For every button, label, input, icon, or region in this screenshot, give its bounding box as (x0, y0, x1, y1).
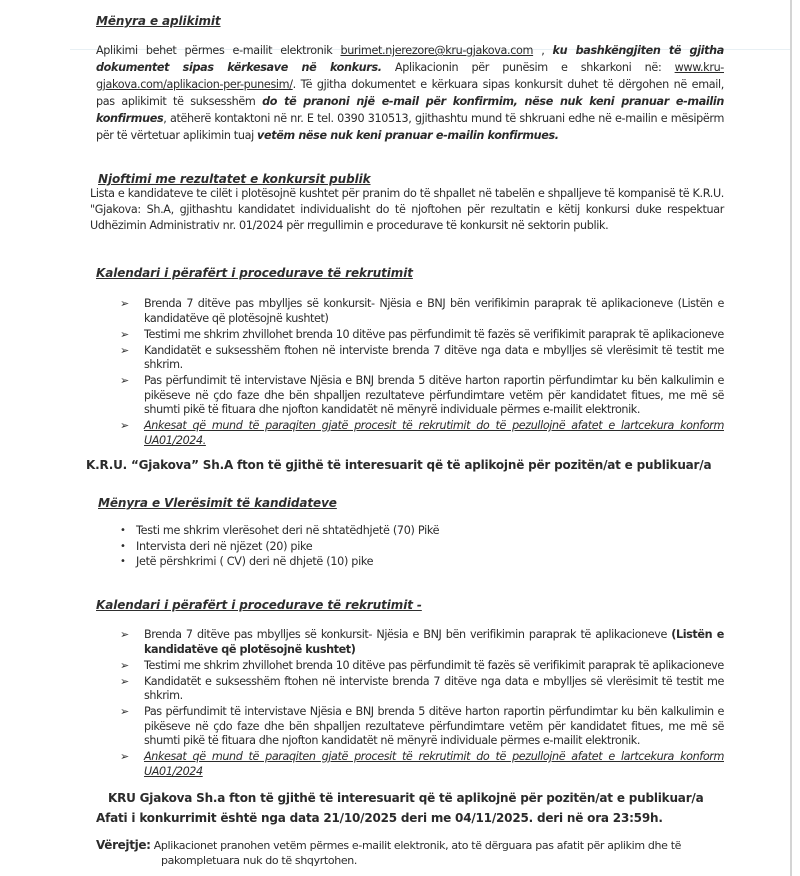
list-item (98, 539, 726, 555)
application-paragraph (96, 42, 724, 144)
arrow-bullet-icon: ➢ (120, 750, 129, 763)
application-heading: Mënyra e aplikimit (96, 14, 221, 28)
calendar-list-2 (96, 628, 724, 779)
invite-text-2: KRU Gjakova Sh.a fton të gjithë të interesuarit që të aplikojnë për pozitën/at e publikuar/a (108, 791, 704, 805)
item-text: Testimi me shkrim zhvillohet brenda 10 ditëve pas përfundimit të fazës së verifikimit paraprak të aplikacioneve (144, 327, 724, 341)
text: . Të gjitha dokumentet e kërkuara sipas konkursit duhet të dërgohen në email, pas aplikimit të suksesshëm (96, 78, 724, 108)
arrow-bullet-icon: ➢ (120, 419, 129, 432)
evaluation-section (98, 496, 726, 570)
item-text: Testimi me shkrim zhvillohet brenda 10 ditëve pas përfundimit të fazës së verifikimit paraprak të aplikacioneve (144, 658, 724, 672)
arrow-bullet-icon: ➢ (120, 327, 129, 341)
results-section (90, 172, 724, 234)
list-item (120, 297, 724, 326)
list-item (120, 705, 724, 749)
list-item (120, 328, 724, 343)
results-heading: Njoftimi me rezultatet e konkursit publik (98, 172, 371, 186)
note-label: Vërejtje: (96, 838, 151, 852)
list-item (120, 419, 724, 448)
list-item (120, 750, 724, 779)
calendar-section-2 (96, 598, 724, 805)
item-text: Jetë përshkrimi ( CV) deri në dhjetë (10) pike (136, 555, 374, 568)
list-item (120, 659, 724, 674)
arrow-bullet-icon: ➢ (120, 674, 129, 688)
bold-text: vetëm nëse nuk keni pranuar e-mailin konfirmues. (257, 129, 559, 142)
list-item (120, 675, 724, 704)
item-text: Brenda 7 ditëve pas mbylljes së konkursit- Njësia e BNJ bën verifikimin paraprak të aplikacioneve (144, 628, 672, 641)
arrow-bullet-icon: ➢ (120, 374, 129, 387)
arrow-bullet-icon: ➢ (120, 628, 129, 641)
item-text: Intervista deri në njëzet (20) pike (136, 539, 313, 553)
calendar-section-1 (86, 266, 724, 472)
calendar-heading-1: Kalendari i përafërt i procedurave të rekrutimit (96, 266, 413, 280)
text: Aplikacionin për punësim e shkarkoni në: (381, 61, 675, 74)
note-text: Aplikacionet pranohen vetëm përmes e-mailit elektronik, ato të dërguara pas afatit për aplikim dhe të (150, 839, 682, 852)
evaluation-heading: Mënyra e Vlerësimit të kandidateve (98, 496, 337, 510)
results-paragraph: Lista e kandidateve te cilët i plotësojnë kushtet për pranim do të shpallet në tabelën e shpalljeve të kompanisë të K.R.U. "Gjakova: Sh.A, gjithashtu kandidatet individualisht do të njoftohen për rezultatin e këtij konkursi duke respektuar Udhëzimin Administrativ nr. 01/2024 për rregullimin e procedurave të konkursit në sektorin publik. (90, 187, 724, 232)
text: Aplikimi behet përmes e-mailit elektronik (96, 44, 341, 57)
item-text: Testi me shkrim vlerësohet deri në shtatëdhjetë (70) Pikë (136, 524, 440, 537)
item-text: Pas përfundimit të intervistave Njësia e BNJ brenda 5 ditëve harton raportin përfundimtar ku bën kalkulimin e pikëseve në çdo faze dhe bën shpalljen rezultateve përfundimtare vetëm për kandidatet fitues, me më së shumti pikë të fituara dhe njofton kandidatët në mënyrë individuale përmes e-mailit elektronik. (144, 374, 724, 416)
list-item (98, 523, 726, 539)
calendar-list-1 (96, 297, 724, 448)
item-text: Kandidatët e suksesshëm ftohen në interviste brenda 7 ditëve nga data e mbylljes së vlerësimit të testit me shkrim. (144, 343, 724, 371)
deadline-section (96, 811, 724, 825)
note-section (96, 838, 724, 868)
list-item (98, 554, 726, 570)
text: , (533, 44, 553, 57)
dot-bullet-icon: • (120, 525, 126, 536)
email-link[interactable]: burimet.njerezore@kru-gjakova.com (340, 44, 534, 57)
list-item (120, 628, 724, 657)
application-form-link[interactable]: www.kru-gjakova.com/aplikacion-per-punesim/ (96, 61, 724, 91)
item-text: Ankesat që mund të paraqiten gjatë procesit të rekrutimit do të pezullojnë afatet e lartcekura konform UA01/2024. (144, 419, 724, 447)
evaluation-list (98, 523, 726, 570)
invite-text-1: K.R.U. “Gjakova” Sh.A fton të gjithë të interesuarit që të aplikojnë për pozitën/at e publikuar/a (86, 458, 712, 472)
list-item (120, 344, 724, 373)
list-item (120, 374, 724, 418)
arrow-bullet-icon: ➢ (120, 705, 129, 718)
bold-text: ku bashkëngjiten të gjitha dokumentet sipas kërkesave në konkurs. (96, 44, 724, 74)
bold-text: do të pranoni një e-mail për konfirmim, nëse nuk keni pranuar e-mailin konfirmues (96, 95, 724, 125)
note-line-1 (96, 838, 724, 853)
page-edge (790, 0, 792, 876)
item-text: Brenda 7 ditëve pas mbylljes së konkursit- Njësia e BNJ bën verifikimin paraprak të aplikacioneve (Listën e kandidatëve që plotësojnë kushtet) (144, 297, 724, 325)
dot-bullet-icon: • (120, 556, 126, 567)
item-text: Pas përfundimit të intervistave Njësia e BNJ brenda 5 ditëve harton raportin përfundimtar ku bën kalkulimin e pikëseve në çdo faze dhe bën shpalljen rezultateve përfundimtare vetëm për kandidatet fitues, me më së shumti pikë të fituara dhe njofton kandidatët në mënyrë individuale përmes e-mailit elektronik. (144, 705, 724, 747)
arrow-bullet-icon: ➢ (120, 297, 129, 310)
item-text: Kandidatët e suksesshëm ftohen në interviste brenda 7 ditëve nga data e mbylljes së vlerësimit të testit me shkrim. (144, 674, 724, 702)
dot-bullet-icon: • (120, 540, 126, 552)
arrow-bullet-icon: ➢ (120, 658, 129, 672)
item-bold-text: (Listën e kandidatëve që plotësojnë kushtet) (144, 628, 724, 656)
arrow-bullet-icon: ➢ (120, 343, 129, 357)
text: , atëherë kontaktoni në nr. E tel. 0390 310513, gjithashtu mund të shkruani edhe në e-mailin e mësipërm për të vërtetuar aplikimin tuaj (96, 112, 724, 142)
calendar-heading-2: Kalendari i përafërt i procedurave të rekrutimit - (96, 598, 422, 612)
application-method-section (96, 14, 724, 144)
note-line-2: pakompletuara nuk do të shqyrtohen. (161, 854, 358, 867)
deadline-text: Afati i konkurrimit është nga data 21/10/2025 deri me 04/11/2025. deri në ora 23:59h. (96, 811, 663, 825)
item-text: Ankesat që mund të paraqiten gjatë procesit të rekrutimit do të pezullojnë afatet e lartcekura konform UA01/2024 (144, 750, 724, 778)
